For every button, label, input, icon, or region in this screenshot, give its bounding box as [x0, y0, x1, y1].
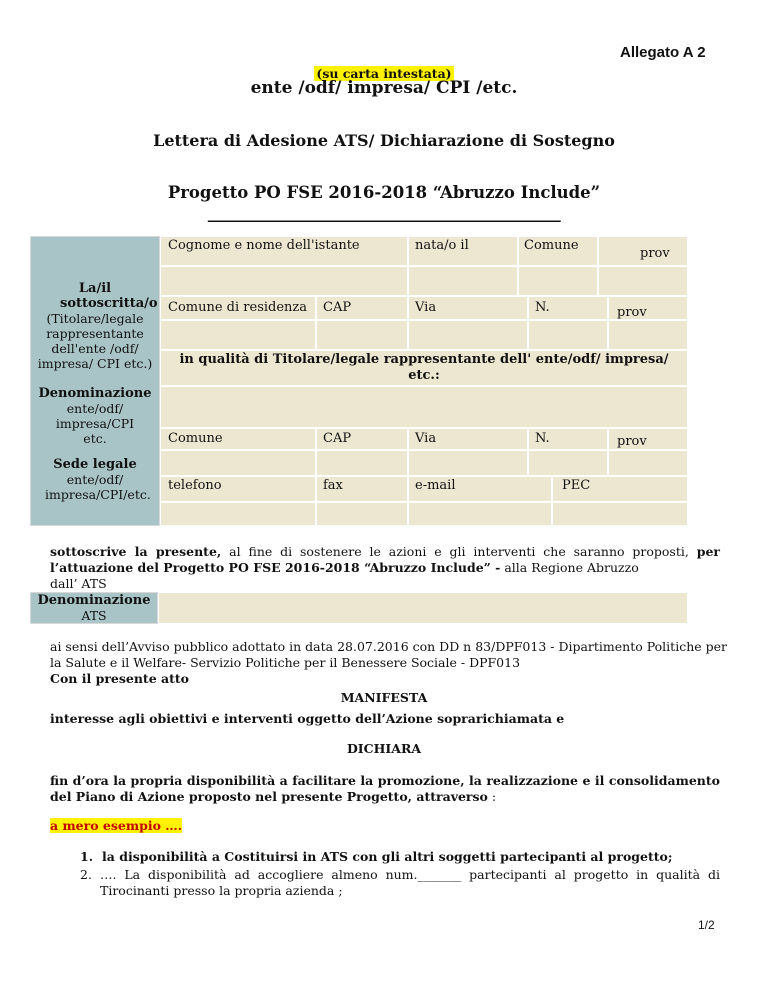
progetto-title: Progetto PO FSE 2016-2018 “Abruzzo Include” — [167, 183, 601, 202]
denominazione-input[interactable] — [160, 386, 688, 428]
page-number: 1/2 — [698, 918, 715, 932]
sede-n-label: N. — [535, 431, 550, 446]
cap-input[interactable] — [316, 320, 408, 350]
fin-ora-paragraph: fin d’ora la propria disponibilità a facilitare la promozione, la realizzazione e il consolidamento del Piano di Azione proposto nel presente Progetto, attraverso : — [50, 773, 720, 804]
lettera-title: Lettera di Adesione ATS/ Dichiarazione di Sostegno — [153, 131, 615, 150]
cognome-input[interactable] — [160, 266, 408, 296]
telefono-label: telefono — [168, 478, 222, 493]
interesse-text: interesse agli obiettivi e interventi oggetto dell’Azione soprarichiamata e — [50, 711, 565, 726]
dall-ats-text: dall’ ATS — [50, 576, 107, 591]
sede-prov-input[interactable] — [608, 450, 688, 476]
sede-comune-label: Comune — [168, 431, 223, 446]
denominazione-ats-label: Denominazione ATS — [37, 593, 151, 623]
prov2-input[interactable] — [608, 320, 688, 350]
carta-intestata-note: (su carta intestata) — [316, 66, 452, 81]
fax-label: fax — [323, 478, 343, 493]
list-item-1: la disponibilità a Costituirsi in ATS con gli altri soggetti partecipanti al progetto; — [102, 849, 673, 864]
n-input[interactable] — [528, 320, 608, 350]
nata-input[interactable] — [408, 266, 518, 296]
list-item-1-number: 1. — [80, 849, 94, 864]
sede-via-input[interactable] — [408, 450, 528, 476]
prov-label: prov — [640, 246, 670, 261]
telefono-input[interactable] — [160, 502, 316, 526]
qualita-label: in qualità di Titolare/legale rappresentante dell' ente/odf/ impresa/ etc.: — [179, 352, 669, 383]
email-label: e-mail — [415, 478, 456, 493]
comune-input[interactable] — [518, 266, 598, 296]
sede-n-input[interactable] — [528, 450, 608, 476]
list-item-2-number: 2. — [80, 867, 92, 882]
cognome-label: Cognome e nome dell'istante — [168, 238, 360, 253]
allegato-label: Allegato A 2 — [620, 44, 706, 61]
avviso-paragraph: ai sensi dell’Avviso pubblico adottato in data 28.07.2016 con DD n 83/DPF013 - Dipartimento Politiche per la Salute e il Welfare- Servizio Politiche per il Benessere Sociale - DPF013 — [50, 639, 727, 670]
con-presente-atto: Con il presente atto — [50, 671, 189, 686]
nata-label: nata/o il — [415, 238, 469, 253]
pec-input[interactable] — [552, 502, 688, 526]
title-underline: _______________________________________________ — [207, 203, 561, 222]
denominazione-ats-input[interactable] — [158, 592, 688, 624]
ente-heading: ente /odf/ impresa/ CPI /etc. — [250, 78, 518, 98]
prov2-label: prov — [617, 305, 647, 320]
sottoscrive-paragraph: sottoscrive la presente, al fine di sostenere le azioni e gli interventi che saranno proposti, per l’attuazione del Progetto PO FSE 2016-2018 “Abruzzo Include” - alla Regione Abruzzo — [50, 544, 720, 575]
pec-label: PEC — [562, 478, 591, 493]
sede-comune-input[interactable] — [160, 450, 316, 476]
cap-label: CAP — [323, 300, 352, 315]
sede-cap-label: CAP — [323, 431, 352, 446]
sede-cap-input[interactable] — [316, 450, 408, 476]
comune-label: Comune — [524, 238, 579, 253]
sede-via-label: Via — [415, 431, 437, 446]
residenza-label: Comune di residenza — [168, 300, 308, 315]
email-input[interactable] — [408, 502, 552, 526]
mero-esempio-label: a mero esempio …. — [50, 818, 183, 833]
via-label: Via — [415, 300, 437, 315]
denominazione-label: Denominazione ente/odf/ impresa/CPI etc. — [38, 386, 152, 446]
dichiara-heading: DICHIARA — [346, 741, 422, 756]
fax-input[interactable] — [316, 502, 408, 526]
manifesta-heading: MANIFESTA — [340, 690, 428, 705]
n-label: N. — [535, 300, 550, 315]
sede-legale-label: Sede legale ente/odf/ impresa/CPI/etc. — [45, 457, 151, 502]
sede-prov-label: prov — [617, 434, 647, 449]
list-item-2: …. La disponibilità ad accogliere almeno num._______ partecipanti al progetto in qualità di Tirocinanti presso la propria azienda ; — [100, 867, 720, 898]
residenza-input[interactable] — [160, 320, 316, 350]
via-input[interactable] — [408, 320, 528, 350]
prov-input[interactable] — [598, 266, 688, 296]
sottoscritto-label: La/il sottoscritta/o (Titolare/legale rappresentante dell'ente /odf/ impresa/ CPI etc.) — [37, 281, 158, 371]
